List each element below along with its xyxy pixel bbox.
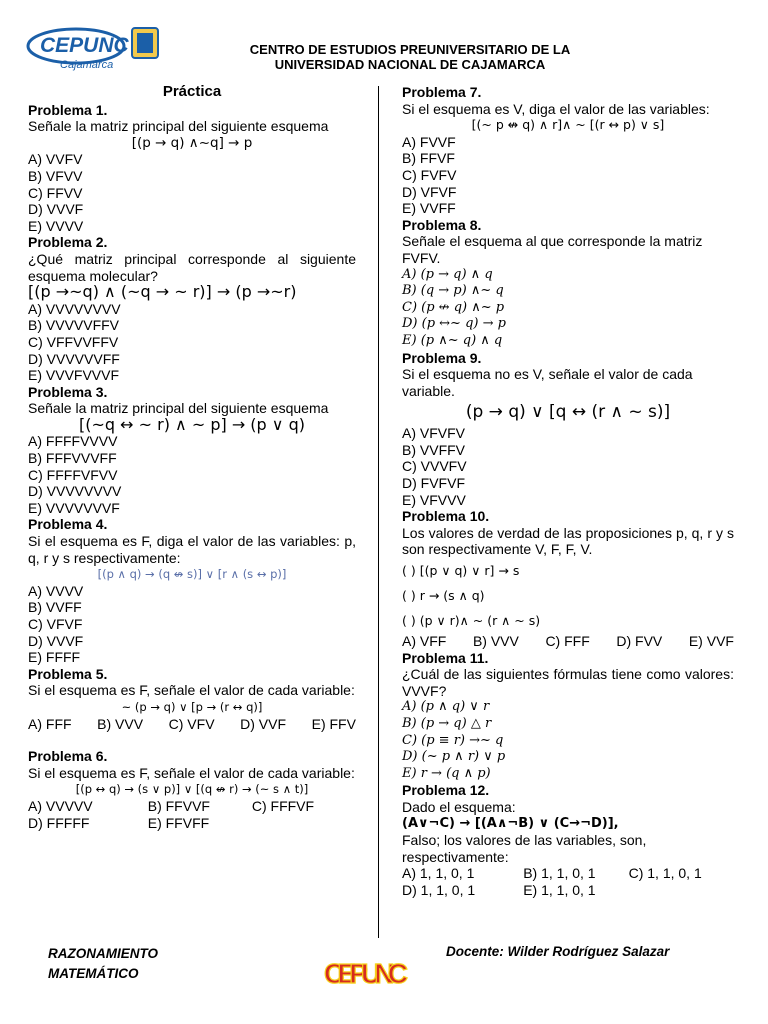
option: C) FFF [545, 633, 590, 650]
option: D) VFVF [402, 183, 457, 200]
option: C) 1, 1, 0, 1 [628, 865, 702, 882]
problem-8 [402, 217, 734, 350]
logo-text: CEPUNC [40, 34, 129, 57]
option: B) 1, 1, 0, 1 [523, 865, 596, 882]
problem-text: Señale el esquema al que corresponde la matriz FVFV. [402, 233, 703, 266]
option: C) (p ≡ r) →~ q [402, 732, 504, 748]
problem-5 [28, 666, 356, 732]
institution-title [170, 42, 650, 72]
option: C) FFFVF [251, 797, 315, 814]
option: A) VFVFV [402, 425, 466, 442]
option: E) (p ∧~ q) ∧ q [402, 332, 503, 348]
cepunc-logo [26, 24, 162, 74]
problem-text: Si el esquema es F, diga el valor de las variables: p, q, r y s respectivamente: [28, 533, 356, 566]
problem-12 [402, 782, 734, 898]
option: A) VVVV [28, 582, 84, 599]
option: E) FFFF [28, 649, 81, 666]
option: C) FFVV [28, 184, 83, 201]
option: C) VFVF [28, 616, 83, 632]
option: A) (p ∧ q) ∨ r [402, 699, 490, 715]
option: D) FFFFF [28, 814, 90, 831]
footer-logo [322, 953, 410, 991]
problem-title: Problema 6. [28, 748, 108, 765]
option: E) VVVFVVVF [28, 367, 120, 384]
option: B) VVFFV [402, 441, 466, 458]
problem-formula: [(p ↔ q) → (s ∨ p)] ∨ [(q ↮ r) → (~ s ∧ t)] [75, 782, 309, 797]
option: E) VVVVVVVF [28, 499, 120, 516]
option: B) FFFVVVFF [28, 450, 117, 467]
option: D) (p ↔~ q) → p [402, 316, 506, 332]
option: E) r → (q ∧ p) [402, 765, 491, 781]
subject-name [48, 944, 158, 984]
option: D) VVVF [28, 201, 84, 218]
problem-text: ¿Cuál de las siguientes fórmulas tiene como valores: VVVF? [402, 666, 734, 699]
option: E) VFVVV [402, 491, 466, 508]
problem-formula: (A∨¬C) → [(A∧¬B) ∨ (C→¬D)], [402, 815, 619, 831]
problem-3 [28, 384, 356, 517]
problem-11 [402, 650, 734, 783]
problem-title: Problema 7. [402, 84, 482, 100]
problem-text-2: Falso; los valores de las variables, son, respectivamente: [402, 832, 647, 865]
option: B) VVV [472, 633, 519, 650]
option: D) VVVF [28, 632, 84, 649]
problem-title: Problema 9. [402, 349, 482, 366]
option: D) FVV [616, 633, 663, 650]
option: E) 1, 1, 0, 1 [523, 881, 596, 898]
problem-7 [402, 84, 734, 217]
option: B) FFVVF [147, 797, 210, 814]
footer-logo-text: CEPUNC [324, 958, 408, 989]
option: A) VVFV [28, 151, 83, 168]
option: A) FFFFVVVV [28, 433, 118, 450]
option: E) FFV [311, 715, 356, 732]
problem-title: Problema 1. [28, 101, 108, 118]
problem-title: Problema 2. [28, 234, 108, 251]
option: B) VVV [97, 715, 144, 732]
option: D) VVVVVVVV [28, 483, 122, 500]
option: D) FVFVF [402, 475, 465, 492]
problem-formula: (p → q) ∨ [q ↔ (r ∧ ~ s)] [465, 402, 671, 423]
option: C) FFFFVFVV [28, 466, 118, 483]
problem-text: ¿Qué matriz principal corresponde al siguiente esquema molecular? [28, 250, 356, 284]
option: A) VVVVVVVV [28, 300, 121, 317]
problem-title: Problema 12. [402, 782, 490, 799]
problem-text: Si el esquema es V, diga el valor de las variables: [402, 100, 710, 117]
option: E) VVVV [28, 217, 84, 234]
subject-line-1: RAZONAMIENTO [48, 946, 158, 961]
statement: ( ) r → (s ∧ q) [402, 588, 485, 604]
problem-title: Problema 3. [28, 383, 108, 400]
problem-2 [28, 234, 356, 383]
option: A) FFF [28, 715, 72, 732]
problem-title: Problema 4. [28, 516, 108, 533]
option: C) VVVFV [402, 458, 467, 475]
option: B) VVVVVFFV [28, 317, 120, 334]
problem-formula: [(p →~q) ∧ (~q → ~ r)] → (p →~r) [28, 282, 297, 302]
option: C) (p ↮ q) ∧~ p [402, 299, 505, 315]
option: E) FFVFF [147, 814, 210, 831]
option: D) (~ p ∧ r) ∨ p [402, 749, 506, 765]
statement: ( ) [(p ∨ q) ∨ r] → s [402, 563, 520, 579]
options-row [402, 633, 734, 650]
problem-text: Si el esquema es F, señale el valor de cada variable: [28, 764, 355, 781]
option: A) VFF [402, 633, 447, 650]
option: A) FVVF [402, 133, 456, 150]
options-row [28, 716, 356, 733]
option: B) (p → q) △ r [402, 716, 492, 731]
option: E) VVF [688, 633, 734, 650]
option: A) (p → q) ∧ q [402, 266, 493, 282]
title-line-2: UNIVERSIDAD NACIONAL DE CAJAMARCA [274, 57, 546, 72]
statement: ( ) (p ∨ r)∧ ~ (r ∧ ~ s) [402, 613, 541, 629]
option: A) 1, 1, 0, 1 [402, 865, 475, 882]
problem-9 [402, 350, 734, 509]
problem-text: Señale la matriz principal del siguiente esquema [28, 400, 329, 417]
problem-formula: [(p → q) ∧~q] → p [131, 134, 253, 151]
column-divider [378, 86, 379, 938]
options-grid [28, 798, 356, 831]
teacher-name: Docente: Wilder Rodríguez Salazar [446, 944, 670, 959]
problem-title: Problema 8. [402, 216, 482, 233]
problem-text: Si el esquema es F, señale el valor de cada variable: [28, 682, 355, 699]
option: C) VFFVVFFV [28, 333, 119, 350]
problem-text: Si el esquema no es V, señale el valor de cada variable. [402, 366, 693, 399]
problem-formula: ~ (p → q) ∨ [p → (r ↔ q)] [121, 699, 263, 714]
problem-formula: [(~ p ↮ q) ∧ r]∧ ~ [(r ↔ p) ∨ s] [471, 117, 665, 133]
problem-4 [28, 516, 356, 665]
option: B) FFVF [402, 150, 455, 167]
logo-subtext: Cajamarca [60, 59, 114, 71]
problem-text: Los valores de verdad de las proposiciones p, q, r y s son respectivamente V, F, F, V. [402, 524, 734, 558]
problem-title: Problema 5. [28, 665, 108, 682]
option: B) VVFF [28, 599, 82, 616]
options-grid [402, 865, 734, 898]
problem-text: Dado el esquema: [402, 798, 516, 815]
page-title: Práctica [162, 83, 222, 100]
problem-6 [28, 748, 356, 831]
title-line-1: CENTRO DE ESTUDIOS PREUNIVERSITARIO DE LA [249, 42, 571, 57]
option: C) VFV [168, 715, 215, 732]
left-column [28, 84, 356, 831]
problem-1 [28, 102, 356, 235]
option: D) VVF [240, 715, 287, 732]
problem-title: Problema 11. [402, 649, 489, 666]
problem-title: Problema 10. [402, 508, 490, 525]
option: B) (q → p) ∧~ q [402, 283, 504, 299]
subject-line-2: MATEMÁTICO [48, 966, 139, 981]
right-column [402, 84, 734, 899]
problem-formula: [(~q ↔ ~ r) ∧ ~ p] → (p ∨ q) [79, 414, 305, 434]
problem-text: Señale la matriz principal del siguiente esquema [28, 118, 329, 135]
option: D) VVVVVVFF [28, 350, 120, 367]
option: A) VVVVV [28, 797, 93, 814]
option: C) FVFV [402, 166, 457, 183]
problem-10 [402, 508, 734, 649]
option: E) VVFF [402, 200, 456, 217]
problem-formula: [(p ∧ q) → (q ↮ s)] ∨ [r ∧ (s ↔ p)] [97, 567, 287, 582]
option: B) VFVV [28, 167, 83, 184]
option: D) 1, 1, 0, 1 [402, 881, 476, 898]
